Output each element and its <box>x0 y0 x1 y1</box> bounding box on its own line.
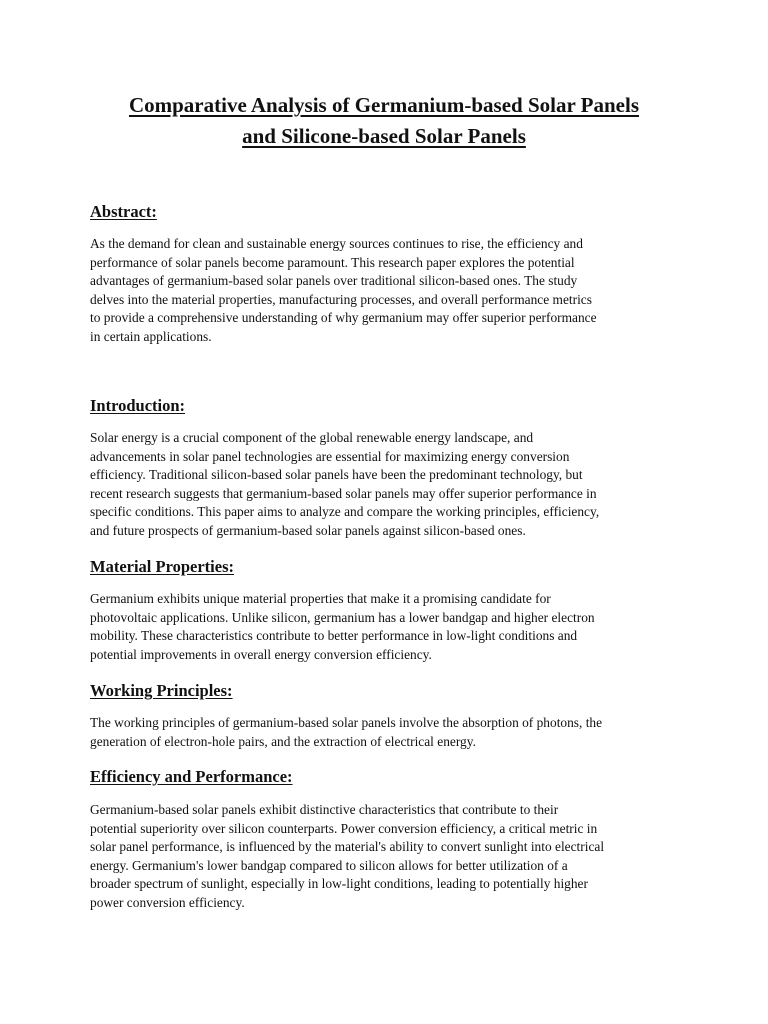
document-title <box>60 90 708 152</box>
text-line: and future prospects of germanium-based solar panels against silicon-based ones. <box>90 522 526 538</box>
text-line: potential superiority over silicon counterparts. Power conversion efficiency, a critical metric in <box>90 820 598 836</box>
introduction-paragraph <box>90 429 690 541</box>
text-line: delves into the material properties, manufacturing processes, and overall performance metrics <box>90 291 592 307</box>
text-line: energy. Germanium's lower bandgap compared to silicon allows for better utilization of a <box>90 857 568 873</box>
working-principles-heading: Working Principles: <box>90 681 233 700</box>
title-line: and Silicone-based Solar Panels <box>242 124 526 148</box>
text-line: advancements in solar panel technologies are essential for maximizing energy conversion <box>90 448 570 464</box>
material-properties-paragraph <box>90 590 690 664</box>
text-line: potential improvements in overall energy conversion efficiency. <box>90 646 432 662</box>
text-line: broader spectrum of sunlight, especially in low-light conditions, leading to potentially higher <box>90 876 588 892</box>
text-line: performance of solar panels become paramount. This research paper explores the potential <box>90 254 575 270</box>
text-line: photovoltaic applications. Unlike silicon, germanium has a lower bandgap and higher electron <box>90 609 595 625</box>
efficiency-performance-paragraph <box>90 801 690 913</box>
efficiency-performance-heading: Efficiency and Performance: <box>90 767 293 786</box>
abstract-paragraph <box>90 235 690 347</box>
text-line: Germanium-based solar panels exhibit distinctive characteristics that contribute to their <box>90 802 559 817</box>
text-line: Solar energy is a crucial component of the global renewable energy landscape, and <box>90 430 534 445</box>
text-line: The working principles of germanium-based solar panels involve the absorption of photons, the <box>90 715 603 730</box>
material-properties-heading: Material Properties: <box>90 557 235 576</box>
text-line: power conversion efficiency. <box>90 894 245 910</box>
text-line: efficiency. Traditional silicon-based solar panels have been the predominant technology, but <box>90 467 583 483</box>
text-line: Germanium exhibits unique material properties that make it a promising candidate for <box>90 591 551 606</box>
text-line: solar panel performance, is influenced by the material's ability to convert sunlight into electrical <box>90 839 605 855</box>
introduction-heading: Introduction: <box>90 396 186 415</box>
text-line: to provide a comprehensive understanding of why germanium may offer superior performance <box>90 310 597 326</box>
title-line: Comparative Analysis of Germanium-based Solar Panels <box>128 93 640 117</box>
text-line: advantages of germanium-based solar panels over traditional silicon-based ones. The study <box>90 273 578 289</box>
abstract-heading: Abstract: <box>90 202 157 221</box>
text-line: generation of electron-hole pairs, and the extraction of electrical energy. <box>90 733 476 749</box>
text-line: in certain applications. <box>90 328 212 344</box>
working-principles-paragraph <box>90 714 690 751</box>
text-line: recent research suggests that germanium-based solar panels may offer superior performance in <box>90 485 597 501</box>
text-line: specific conditions. This paper aims to analyze and compare the working principles, efficiency, <box>90 504 600 520</box>
text-line: mobility. These characteristics contribute to better performance in low-light conditions and <box>90 628 578 644</box>
text-line: As the demand for clean and sustainable energy sources continues to rise, the efficiency and <box>90 236 583 251</box>
